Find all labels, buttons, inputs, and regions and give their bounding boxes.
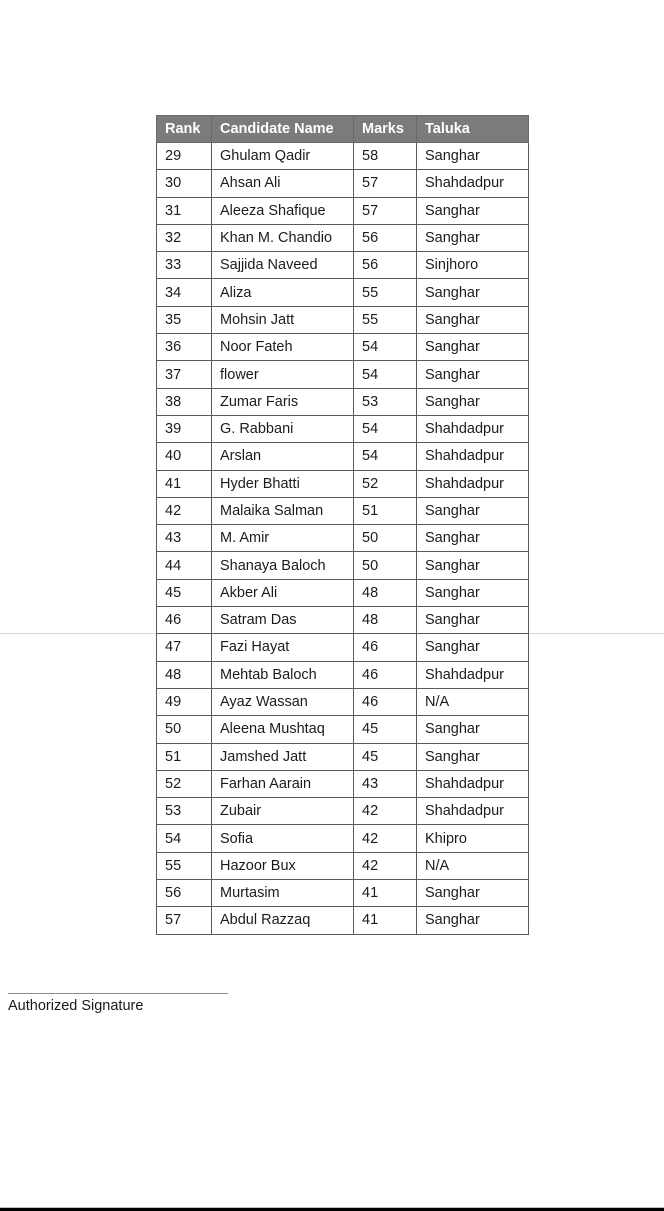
cell-marks: 50 [354,525,417,552]
cell-marks: 55 [354,279,417,306]
table-row [157,197,529,224]
cell-rank: 40 [157,443,212,470]
table-row [157,770,529,797]
cell-candidate-name: M. Amir [212,525,354,552]
cell-rank: 57 [157,907,212,934]
cell-rank: 36 [157,334,212,361]
table-row [157,252,529,279]
header-candidate-name: Candidate Name [212,116,354,143]
cell-marks: 56 [354,224,417,251]
cell-marks: 54 [354,415,417,442]
cell-marks: 46 [354,661,417,688]
cell-marks: 51 [354,497,417,524]
cell-rank: 39 [157,415,212,442]
cell-candidate-name: Zubair [212,798,354,825]
cell-rank: 51 [157,743,212,770]
cell-candidate-name: Shanaya Baloch [212,552,354,579]
cell-marks: 54 [354,361,417,388]
table-body [157,143,529,935]
table-row [157,388,529,415]
cell-taluka: Sanghar [417,306,529,333]
table-row [157,415,529,442]
cell-candidate-name: G. Rabbani [212,415,354,442]
signature-line [8,993,228,994]
table-row [157,852,529,879]
cell-taluka: Sanghar [417,388,529,415]
cell-taluka: N/A [417,852,529,879]
header-taluka: Taluka [417,116,529,143]
table-row [157,661,529,688]
cell-rank: 43 [157,525,212,552]
cell-candidate-name: Sajjida Naveed [212,252,354,279]
table-row [157,825,529,852]
cell-taluka: Shahdadpur [417,798,529,825]
cell-rank: 29 [157,143,212,170]
cell-marks: 42 [354,852,417,879]
cell-marks: 45 [354,743,417,770]
cell-candidate-name: Aleena Mushtaq [212,716,354,743]
cell-marks: 52 [354,470,417,497]
cell-taluka: Sanghar [417,334,529,361]
table-header-row [157,116,529,143]
cell-taluka: Sanghar [417,361,529,388]
cell-candidate-name: Noor Fateh [212,334,354,361]
table-row [157,579,529,606]
cell-marks: 48 [354,579,417,606]
table-row [157,334,529,361]
cell-taluka: Sanghar [417,743,529,770]
cell-marks: 55 [354,306,417,333]
cell-rank: 35 [157,306,212,333]
cell-marks: 42 [354,798,417,825]
cell-taluka: Sanghar [417,224,529,251]
table-row [157,716,529,743]
cell-rank: 50 [157,716,212,743]
cell-rank: 32 [157,224,212,251]
cell-candidate-name: Abdul Razzaq [212,907,354,934]
table-row [157,525,529,552]
cell-marks: 42 [354,825,417,852]
cell-candidate-name: Farhan Aarain [212,770,354,797]
cell-taluka: Sanghar [417,579,529,606]
cell-taluka: Sanghar [417,552,529,579]
table-row [157,306,529,333]
table-row [157,552,529,579]
cell-candidate-name: Khan M. Chandio [212,224,354,251]
cell-rank: 47 [157,634,212,661]
cell-taluka: Sanghar [417,197,529,224]
cell-taluka: Sanghar [417,716,529,743]
table-row [157,361,529,388]
cell-candidate-name: Mehtab Baloch [212,661,354,688]
cell-rank: 56 [157,880,212,907]
cell-candidate-name: Arslan [212,443,354,470]
table-row [157,170,529,197]
cell-candidate-name: Jamshed Jatt [212,743,354,770]
cell-rank: 34 [157,279,212,306]
cell-rank: 55 [157,852,212,879]
cell-marks: 57 [354,197,417,224]
cell-marks: 48 [354,607,417,634]
cell-taluka: Shahdadpur [417,170,529,197]
header-marks: Marks [354,116,417,143]
cell-marks: 41 [354,907,417,934]
cell-marks: 54 [354,443,417,470]
cell-taluka: Shahdadpur [417,661,529,688]
cell-marks: 46 [354,634,417,661]
cell-candidate-name: Akber Ali [212,579,354,606]
cell-rank: 46 [157,607,212,634]
cell-rank: 49 [157,688,212,715]
table-row [157,279,529,306]
signature-label: Authorized Signature [8,998,144,1014]
cell-rank: 38 [157,388,212,415]
cell-taluka: Sanghar [417,907,529,934]
cell-taluka: Shahdadpur [417,415,529,442]
cell-rank: 53 [157,798,212,825]
cell-marks: 54 [354,334,417,361]
cell-candidate-name: Aleeza Shafique [212,197,354,224]
cell-rank: 42 [157,497,212,524]
cell-candidate-name: Ghulam Qadir [212,143,354,170]
cell-marks: 43 [354,770,417,797]
table-row [157,443,529,470]
cell-taluka: Sanghar [417,279,529,306]
cell-rank: 45 [157,579,212,606]
table-row [157,743,529,770]
table-row [157,688,529,715]
cell-candidate-name: Mohsin Jatt [212,306,354,333]
header-rank: Rank [157,116,212,143]
cell-taluka: Shahdadpur [417,443,529,470]
cell-marks: 57 [354,170,417,197]
cell-rank: 48 [157,661,212,688]
cell-candidate-name: flower [212,361,354,388]
cell-candidate-name: Fazi Hayat [212,634,354,661]
cell-taluka: Shahdadpur [417,770,529,797]
cell-taluka: Shahdadpur [417,470,529,497]
table-row [157,880,529,907]
cell-taluka: N/A [417,688,529,715]
cell-rank: 37 [157,361,212,388]
cell-candidate-name: Hyder Bhatti [212,470,354,497]
cell-taluka: Sinjhoro [417,252,529,279]
cell-taluka: Sanghar [417,525,529,552]
cell-candidate-name: Aliza [212,279,354,306]
signature-block [8,993,228,1014]
cell-taluka: Khipro [417,825,529,852]
table-row [157,143,529,170]
results-table [156,115,529,935]
cell-taluka: Sanghar [417,880,529,907]
cell-marks: 46 [354,688,417,715]
cell-marks: 45 [354,716,417,743]
cell-taluka: Sanghar [417,607,529,634]
cell-marks: 58 [354,143,417,170]
table-row [157,224,529,251]
cell-candidate-name: Satram Das [212,607,354,634]
cell-rank: 31 [157,197,212,224]
cell-rank: 41 [157,470,212,497]
cell-rank: 30 [157,170,212,197]
cell-candidate-name: Ayaz Wassan [212,688,354,715]
table-row [157,497,529,524]
table-row [157,607,529,634]
cell-candidate-name: Sofia [212,825,354,852]
table-row [157,634,529,661]
cell-rank: 33 [157,252,212,279]
cell-marks: 50 [354,552,417,579]
cell-candidate-name: Zumar Faris [212,388,354,415]
cell-candidate-name: Ahsan Ali [212,170,354,197]
bottom-edge-bar [0,1207,664,1211]
cell-marks: 56 [354,252,417,279]
cell-rank: 52 [157,770,212,797]
cell-marks: 53 [354,388,417,415]
cell-taluka: Sanghar [417,497,529,524]
table-row [157,470,529,497]
cell-rank: 44 [157,552,212,579]
cell-marks: 41 [354,880,417,907]
cell-candidate-name: Hazoor Bux [212,852,354,879]
cell-rank: 54 [157,825,212,852]
table-row [157,907,529,934]
cell-candidate-name: Malaika Salman [212,497,354,524]
cell-candidate-name: Murtasim [212,880,354,907]
cell-taluka: Sanghar [417,143,529,170]
cell-taluka: Sanghar [417,634,529,661]
table-row [157,798,529,825]
